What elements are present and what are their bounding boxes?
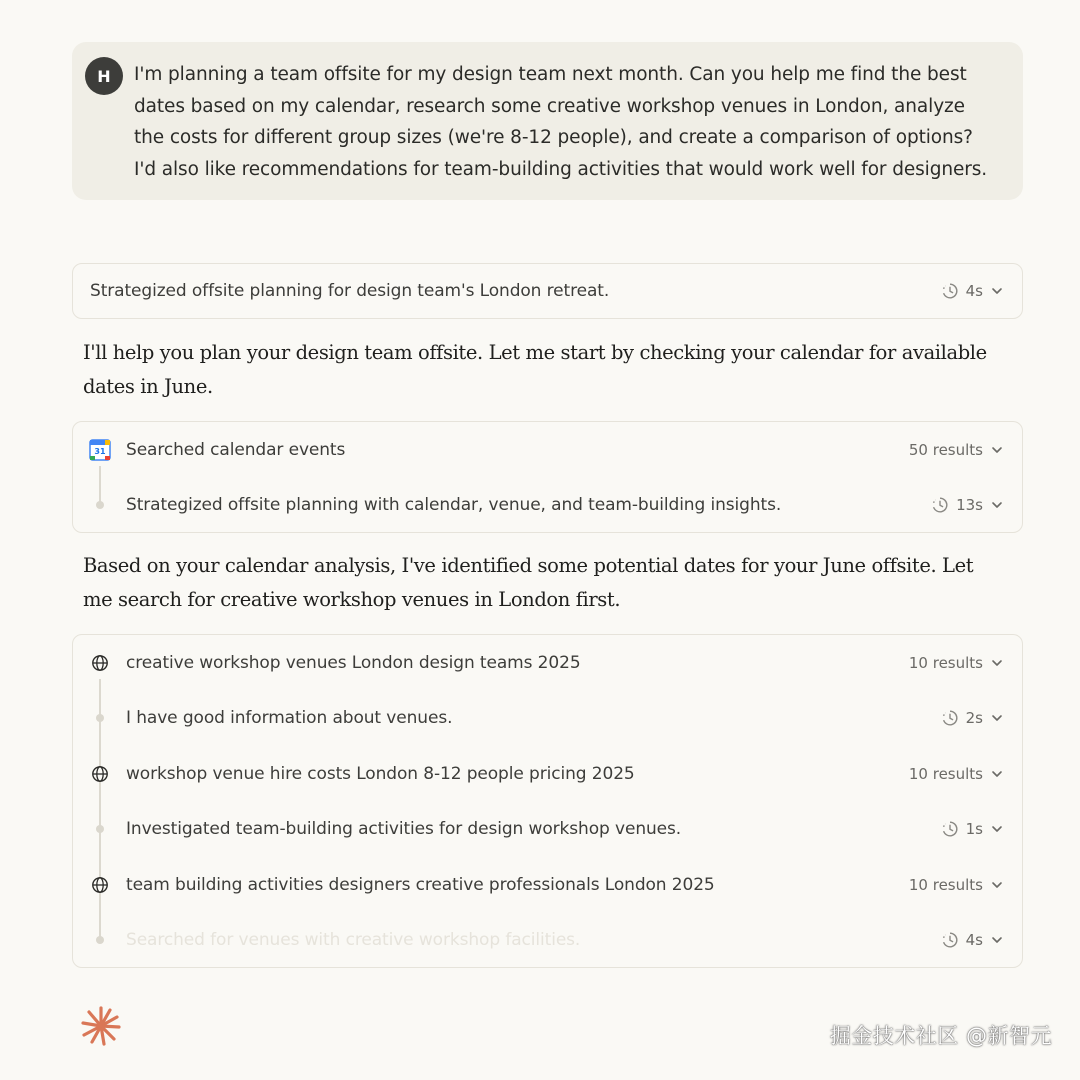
- clock-icon: [941, 709, 959, 727]
- calendar-thought-label: Strategized offsite planning with calendar, venue, and team-building insights.: [126, 495, 782, 515]
- search-results-count: 10 results: [908, 876, 983, 894]
- clock-icon: [941, 931, 959, 949]
- thought-row[interactable]: [73, 809, 1022, 849]
- thought-row[interactable]: [73, 920, 1022, 960]
- timeline-dot: [96, 501, 104, 509]
- clock-icon: [941, 820, 959, 838]
- search-row[interactable]: [73, 754, 1022, 794]
- web-search-block: [72, 634, 1023, 968]
- thinking-duration: 4s: [965, 282, 983, 300]
- watermark: 掘金技术社区 @新智元: [829, 1024, 1052, 1048]
- thinking-label: Strategized offsite planning for design team's London retreat.: [90, 281, 610, 301]
- calendar-search-row[interactable]: [73, 430, 1022, 470]
- search-row[interactable]: [73, 865, 1022, 905]
- clock-icon: [941, 282, 959, 300]
- chevron-down-icon[interactable]: [990, 878, 1004, 892]
- timeline-dot: [96, 936, 104, 944]
- assistant-message-1: I'll help you plan your design team offsite. Let me start by checking your calendar for available dates in June.: [83, 341, 987, 398]
- user-avatar: H: [85, 57, 123, 95]
- thought-duration: 2s: [965, 709, 983, 727]
- chevron-down-icon[interactable]: [990, 767, 1004, 781]
- thought-duration: 4s: [965, 931, 983, 949]
- calendar-search-label: Searched calendar events: [126, 440, 346, 460]
- chevron-down-icon[interactable]: [990, 822, 1004, 836]
- thinking-block[interactable]: [72, 263, 1023, 319]
- calendar-results-count: 50 results: [908, 441, 983, 459]
- timeline-dot: [96, 714, 104, 722]
- user-message-text: I'm planning a team offsite for my design team next month. Can you help me find the best dates based on my calendar, research some creative workshop venues in London, analyze the costs for different group sizes (we're 8-12 people), and create a comparison of options? I'd also like recommendations for team-building activities that would work well for designers.: [134, 64, 988, 180]
- thought-label: I have good information about venues.: [126, 708, 453, 728]
- thought-label-streaming: Searched for venues with creative workshop facilities.: [126, 930, 581, 950]
- search-results-count: 10 results: [908, 654, 983, 672]
- calendar-thought-duration: 13s: [956, 496, 983, 514]
- thought-duration: 1s: [965, 820, 983, 838]
- clock-icon: [931, 496, 949, 514]
- chevron-down-icon[interactable]: [990, 498, 1004, 512]
- calendar-thought-row[interactable]: [73, 485, 1022, 525]
- chevron-down-icon[interactable]: [990, 656, 1004, 670]
- globe-icon: [89, 652, 111, 674]
- search-results-count: 10 results: [908, 765, 983, 783]
- search-row[interactable]: [73, 643, 1022, 683]
- claude-spark-icon: [80, 1005, 122, 1047]
- chevron-down-icon[interactable]: [990, 284, 1004, 298]
- user-message: [72, 42, 1023, 200]
- calendar-day: 31: [94, 447, 106, 456]
- assistant-message-2: Based on your calendar analysis, I've identified some potential dates for your June offsite. Let me search for creative workshop venues in London first.: [83, 554, 974, 611]
- thought-row[interactable]: [73, 698, 1022, 738]
- chevron-down-icon[interactable]: [990, 933, 1004, 947]
- search-query: team building activities designers creative professionals London 2025: [126, 875, 715, 895]
- timeline-dot: [96, 825, 104, 833]
- search-query: workshop venue hire costs London 8-12 people pricing 2025: [126, 764, 635, 784]
- search-query: creative workshop venues London design teams 2025: [126, 653, 581, 673]
- globe-icon: [89, 874, 111, 896]
- chevron-down-icon[interactable]: [990, 711, 1004, 725]
- thought-label: Investigated team-building activities for design workshop venues.: [126, 819, 682, 839]
- calendar-tool-block: [72, 421, 1023, 533]
- chevron-down-icon[interactable]: [990, 443, 1004, 457]
- google-calendar-icon: [89, 439, 111, 461]
- globe-icon: [89, 763, 111, 785]
